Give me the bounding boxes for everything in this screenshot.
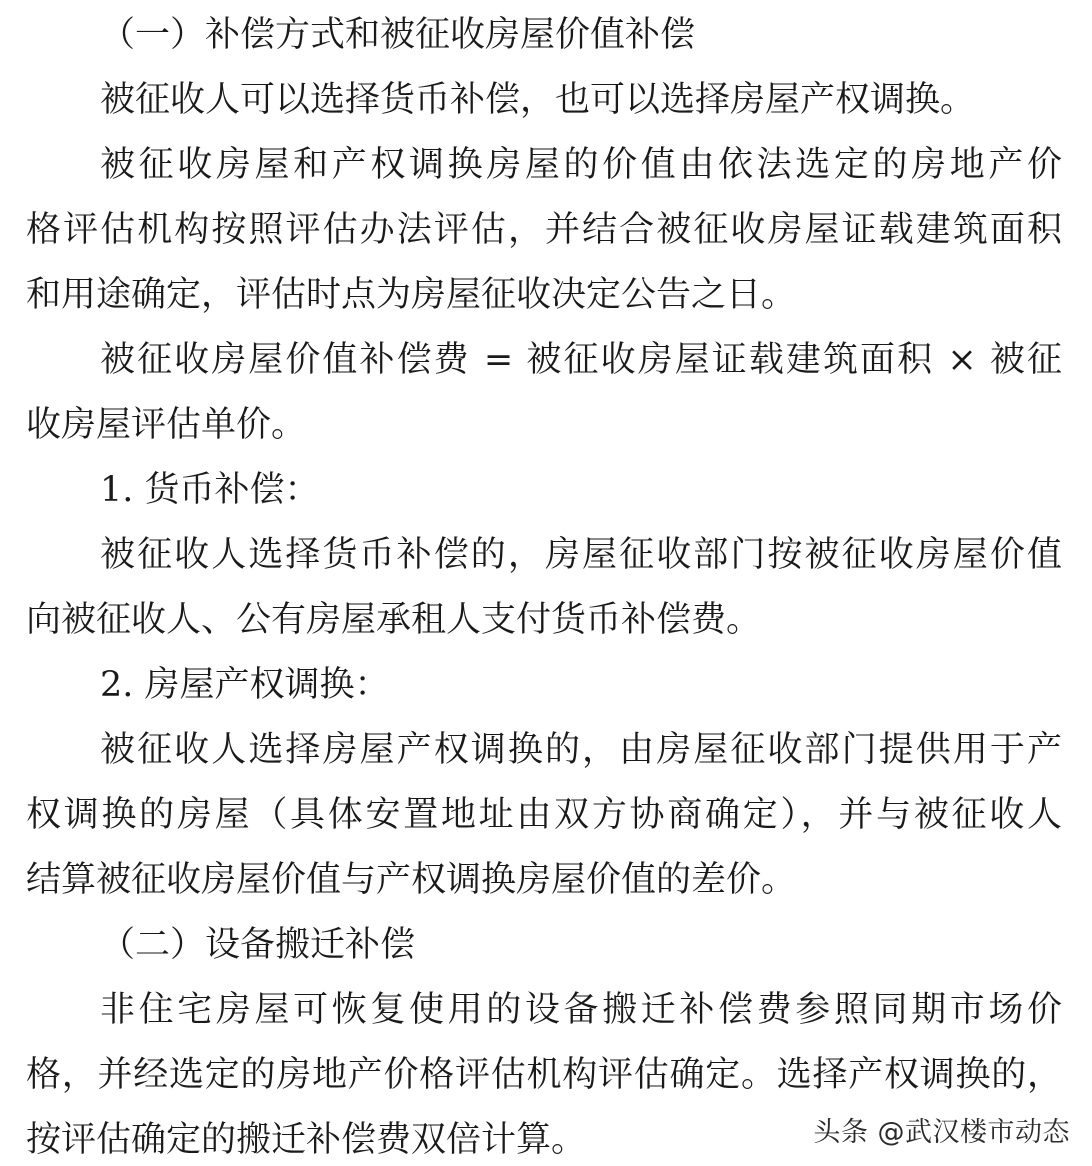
paragraph-line: 被征收人选择房屋产权调换的，由房屋征收部门提供用于产 xyxy=(100,730,1062,770)
paragraph-line: 被征收房屋和产权调换房屋的价值由依法选定的房地产价 xyxy=(100,145,1062,185)
paragraph-line: 权调换的房屋（具体安置地址由双方协商确定），并与被征收人 xyxy=(26,795,1062,835)
subheading-monetary: 1. 货币补偿： xyxy=(100,470,320,510)
paragraph-line: 结算被征收房屋价值与产权调换房屋价值的差价。 xyxy=(26,860,797,900)
paragraph-line: 被征收人可以选择货币补偿，也可以选择房屋产权调换。 xyxy=(100,80,976,120)
section-heading-1: （一）补偿方式和被征收房屋价值补偿 xyxy=(100,15,696,55)
paragraph-line: 格评估机构按照评估办法评估，并结合被征收房屋证载建筑面积 xyxy=(26,210,1062,250)
section-heading-2: （二）设备搬迁补偿 xyxy=(100,925,416,965)
subheading-exchange: 2. 房屋产权调换： xyxy=(100,665,390,705)
paragraph-line: 非住宅房屋可恢复使用的设备搬迁补偿费参照同期市场价 xyxy=(100,990,1062,1030)
paragraph-line: 格，并经选定的房地产价格评估机构评估确定。选择产权调换的， xyxy=(26,1055,1062,1095)
paragraph-line: 和用途确定，评估时点为房屋征收决定公告之日。 xyxy=(26,275,797,315)
paragraph-line: 按评估确定的搬迁补偿费双倍计算。 xyxy=(26,1120,587,1160)
formula-line: 被征收房屋价值补偿费 = 被征收房屋证载建筑面积 × 被征 xyxy=(100,340,1062,380)
paragraph-line: 被征收人选择货币补偿的，房屋征收部门按被征收房屋价值 xyxy=(100,535,1062,575)
paragraph-line: 向被征收人、公有房屋承租人支付货币补偿费。 xyxy=(26,600,762,640)
watermark: 头条 @武汉楼市动态 xyxy=(813,1117,1070,1148)
formula-line: 收房屋评估单价。 xyxy=(26,405,307,445)
